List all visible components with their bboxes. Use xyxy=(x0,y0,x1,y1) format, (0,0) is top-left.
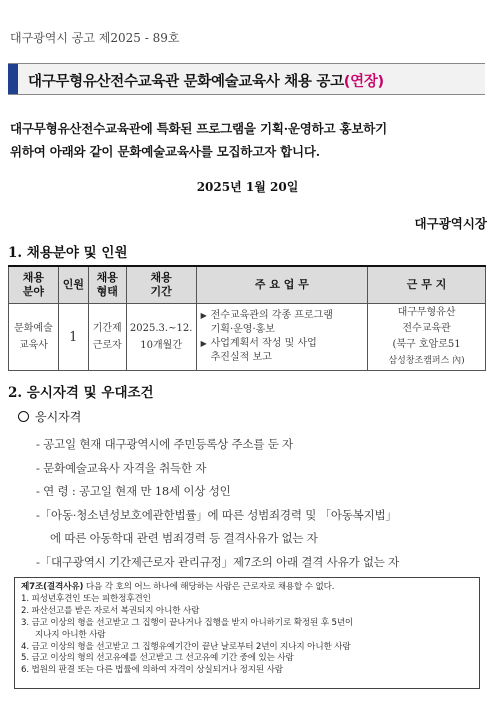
list-item: 지나지 아니한 사람 xyxy=(35,629,106,640)
list-item: -「아동·청소년성보호에관한법률」에 따른 성범죄경력 및 「아동복지법」 xyxy=(36,507,397,522)
box-lead: 제7조(결격사유) 다음 각 호의 어느 하나에 해당하는 사람은 근로자로 채용할 수 없다. xyxy=(21,582,335,592)
cell-type: 기간제 근로자 xyxy=(88,304,126,371)
list-item: 4. 금고 이상의 형을 선고받고 그 집행유예기간이 끝난 날로부터 2년이 지나지 아니한 사람 xyxy=(21,641,351,652)
list-item: - 문화예술교육사 자격을 취득한 자 xyxy=(36,460,207,475)
list-item: -「대구광역시 기간제근로자 관리규정」제7조의 아래 결격 사유가 없는 자 xyxy=(36,554,400,569)
list-item: 5. 금고 이상의 형의 선고유예를 선고받고 그 선고유예 기간 중에 있는 사람 xyxy=(21,653,294,664)
list-item: 1. 피성년후견인 또는 피한정후견인 xyxy=(21,593,151,604)
disqualification-box xyxy=(14,577,480,689)
qualifications-list xyxy=(36,433,488,574)
section-title-recruitment: 1. 채용분야 및 인원 xyxy=(8,245,128,261)
header-field: 채용 분야 xyxy=(9,266,59,304)
cell-field: 문화예술 교육사 xyxy=(9,304,59,371)
list-item: - 연 령 : 공고일 현재 만 18세 이상 성인 xyxy=(36,484,231,498)
list-item: 6. 법원의 판결 또는 다른 법률에 의하여 자격이 상실되거나 정지된 사람 xyxy=(21,665,283,676)
intro-line-1: 대구무형유산전수교육관에 특화된 프로그램을 기획·운영하고 홍보하기 xyxy=(10,121,388,136)
title-accent-bar xyxy=(8,64,18,94)
section-title-qualifications: 2. 응시자격 및 우대조건 xyxy=(8,385,154,401)
notice-number: 대구광역시 공고 제2025 - 89호 xyxy=(10,31,180,45)
header-type: 채용 형태 xyxy=(88,266,126,304)
page-title-main: 대구무형유산전수교육관 문화예술교육사 채용 공고 xyxy=(28,74,344,90)
table-header-row xyxy=(9,266,486,304)
cell-period: 2025.3.~12. 10개월간 xyxy=(126,304,196,371)
qualifications-subheading: 응시자격 xyxy=(18,408,81,425)
issuing-organization: 대구광역시장 xyxy=(414,216,487,231)
list-item: 에 따른 아동학대 관련 범죄경력 등 결격사유가 없는 자 xyxy=(50,531,318,545)
recruitment-table xyxy=(8,265,486,371)
title-extension-tag: (연장) xyxy=(343,74,384,90)
page-title xyxy=(28,70,384,91)
circle-bullet-icon xyxy=(18,411,29,422)
header-period: 채용 기간 xyxy=(126,266,196,304)
intro-line-2: 위하여 아래와 같이 문화예술교육사를 모집하고자 합니다. xyxy=(10,144,320,159)
header-duties: 주 요 업 무 xyxy=(196,266,367,304)
header-count: 인원 xyxy=(58,266,88,304)
intro-paragraph xyxy=(10,117,485,163)
triangle-bullet-icon: ▶ xyxy=(200,311,207,320)
header-place: 근 무 지 xyxy=(368,266,486,304)
table-row xyxy=(9,304,486,371)
list-item: - 공고일 현재 대구광역시에 주민등록상 주소를 둔 자 xyxy=(36,437,293,451)
duty-item: ▶ 사업계획서 작성 및 사업 추진실적 보고 xyxy=(200,338,317,363)
announcement-date: 2025년 1월 20일 xyxy=(196,180,299,194)
list-item: 3. 금고 이상의 형을 선고받고 그 집행이 끝나거나 집행을 받지 아니하기로 확정된 후 5년이 xyxy=(21,617,354,628)
list-item: 2. 파산선고를 받은 자로서 복권되지 아니한 사람 xyxy=(21,605,200,616)
duty-item: ▶ 전수교육관의 각종 프로그램 기획·운영·홍보 xyxy=(200,310,333,335)
cell-place: 대구무형유산 전수교육관 (북구 호암로51 삼성창조캠퍼스 內) xyxy=(368,304,486,371)
cell-duties xyxy=(196,304,367,371)
cell-count: 1 xyxy=(58,304,88,371)
title-bar xyxy=(8,63,485,95)
triangle-bullet-icon: ▶ xyxy=(200,339,207,348)
